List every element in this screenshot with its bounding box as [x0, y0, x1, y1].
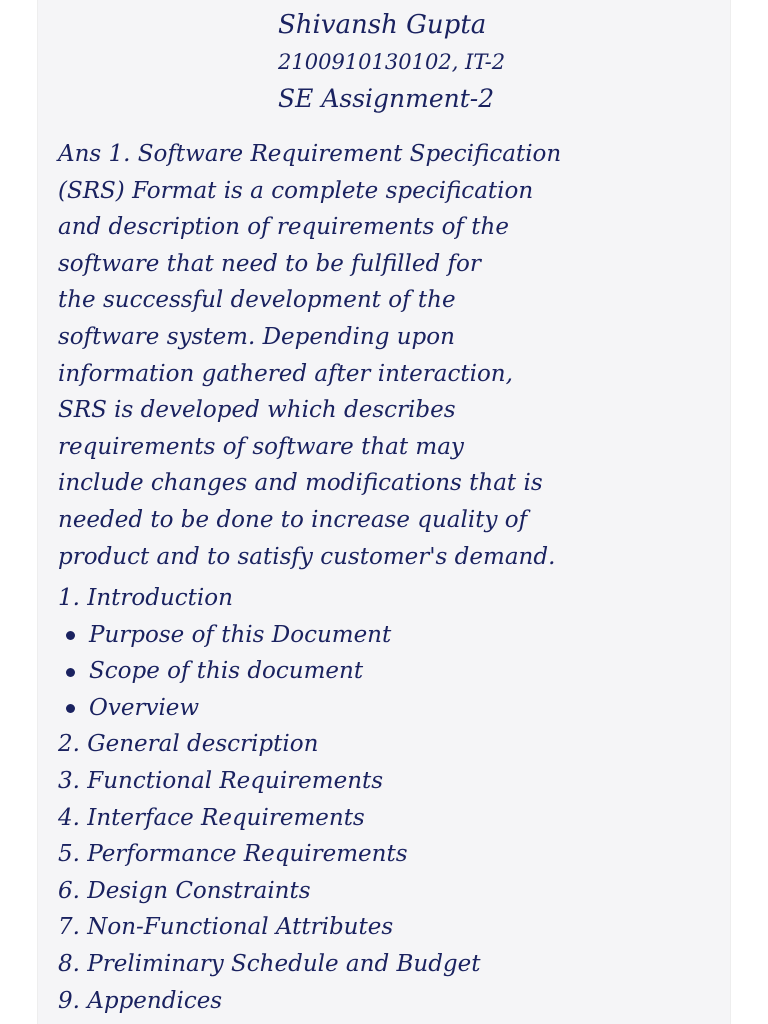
- outline-item-text: 5. Performance Requirements: [58, 841, 408, 868]
- answer-line: product and to satisfy customer's demand.: [58, 543, 556, 570]
- notebook-page: [38, 0, 730, 1024]
- answer-line: (SRS) Format is a complete specification: [58, 177, 534, 204]
- outline-bullet-item: [58, 653, 718, 690]
- answer-paragraph: [58, 136, 718, 575]
- outline-numbered-item: [58, 909, 718, 946]
- answer-line: software system. Depending upon: [58, 323, 455, 350]
- outline-item-text: 6. Design Constraints: [58, 877, 311, 904]
- outline-numbered-item: [58, 946, 718, 983]
- outline-numbered-item: [58, 873, 718, 910]
- outline-item-text: 3. Functional Requirements: [58, 767, 384, 794]
- outline-item-text: 7. Non-Functional Attributes: [58, 914, 394, 941]
- outline-numbered-item: [58, 836, 718, 873]
- outline-bullet-item: [58, 617, 718, 654]
- answer-line: requirements of software that may: [58, 433, 464, 460]
- outline-numbered-item: [58, 983, 718, 1020]
- bullet-dot-icon: [66, 704, 75, 713]
- answer-line: SRS is developed which describes: [58, 397, 456, 424]
- roll-number: 2100910130102, IT-2: [278, 50, 506, 74]
- outline-numbered-item: [58, 580, 718, 617]
- answer-line: the successful development of the: [58, 287, 456, 314]
- outline-numbered-item: [58, 726, 718, 763]
- answer-line: software that need to be fulfilled for: [58, 250, 481, 277]
- answer-line: and description of requirements of the: [58, 214, 509, 241]
- outline-item-text: 1. Introduction: [58, 585, 233, 611]
- outline-item-text: 9. Appendices: [58, 987, 223, 1014]
- answer-line: needed to be done to increase quality of: [58, 506, 528, 533]
- outline-item-text: Purpose of this Document: [89, 621, 392, 648]
- outline-item-text: 4. Interface Requirements: [58, 804, 365, 831]
- outline-item-text: 2. General description: [58, 731, 319, 758]
- outline-item-text: Scope of this document: [89, 658, 364, 685]
- author-name: Shivansh Gupta: [278, 10, 487, 40]
- srs-outline-list: [58, 580, 718, 1019]
- answer-line: information gathered after interaction,: [58, 360, 513, 387]
- bullet-dot-icon: [66, 668, 75, 677]
- assignment-title: SE Assignment-2: [278, 84, 495, 113]
- outline-item-text: 8. Preliminary Schedule and Budget: [58, 950, 481, 977]
- answer-line: Ans 1. Software Requirement Specification: [58, 141, 562, 167]
- outline-item-text: Overview: [89, 694, 200, 721]
- outline-numbered-item: [58, 800, 718, 837]
- bullet-dot-icon: [66, 631, 75, 640]
- outline-numbered-item: [58, 763, 718, 800]
- outline-bullet-item: [58, 690, 718, 727]
- answer-line: include changes and modifications that is: [58, 470, 543, 497]
